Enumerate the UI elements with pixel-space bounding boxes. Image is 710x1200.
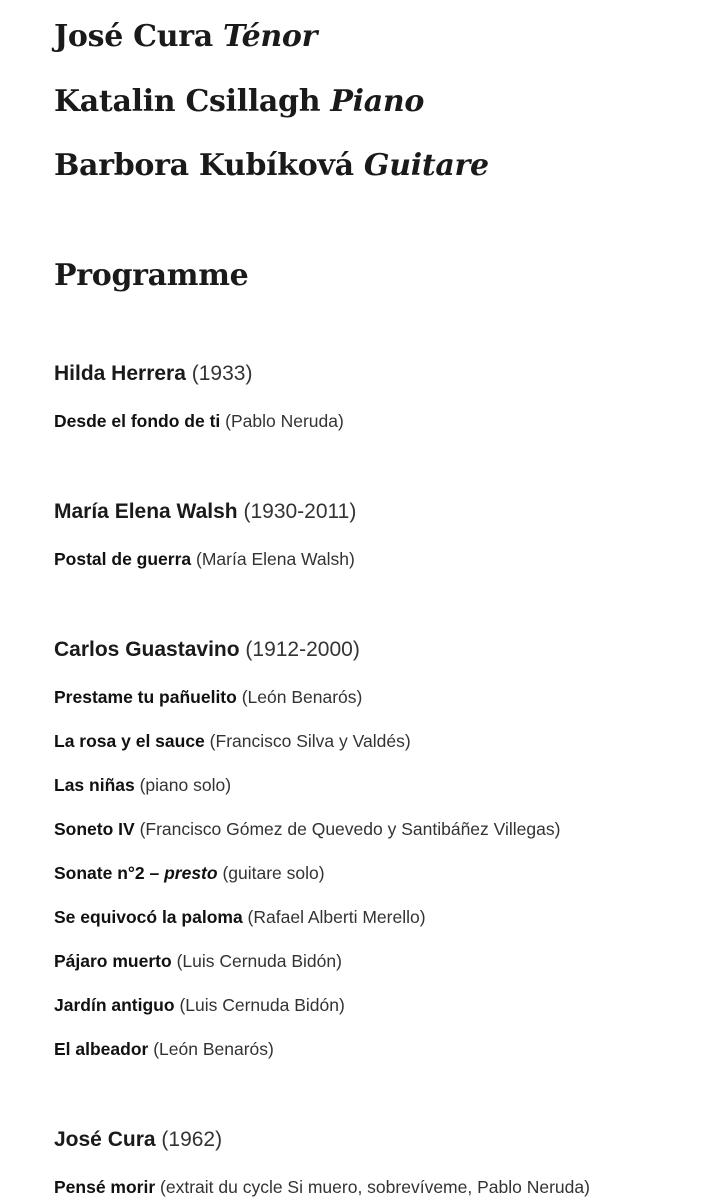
work-item xyxy=(54,862,704,884)
work-note: (Rafael Alberti Merello) xyxy=(247,907,426,927)
work-title-text: Las niñas xyxy=(54,775,135,795)
work-note: (María Elena Walsh) xyxy=(196,549,355,569)
program-heading: Programme xyxy=(54,258,249,293)
work-note: (Luis Cernuda Bidón) xyxy=(179,995,345,1015)
performer-line xyxy=(54,19,317,55)
work-note: (piano solo) xyxy=(139,775,232,795)
work-note: (Francisco Gómez de Quevedo y Santibáñez Villegas) xyxy=(139,819,561,839)
performer-name: Barbora Kubíková xyxy=(54,148,354,183)
work-note: (extrait du cycle Si muero, sobrevíveme, Pablo Neruda) xyxy=(160,1177,590,1197)
composer-section xyxy=(54,498,704,570)
composer-section xyxy=(54,1126,704,1198)
composer-dates: (1933) xyxy=(191,362,253,385)
work-item xyxy=(54,410,704,432)
work-title xyxy=(54,995,175,1015)
composer-heading xyxy=(54,1126,704,1154)
work-title-text: Sonate n°2 – xyxy=(54,863,165,883)
work-note: (Luis Cernuda Bidón) xyxy=(176,951,342,971)
composer-heading xyxy=(54,636,704,664)
work-title xyxy=(54,819,135,839)
work-title xyxy=(54,411,220,431)
work-title xyxy=(54,775,135,795)
work-title xyxy=(54,731,205,751)
work-item xyxy=(54,774,704,796)
work-item xyxy=(54,906,704,928)
composer-name: María Elena Walsh xyxy=(54,500,238,523)
composer-dates: (1930-2011) xyxy=(243,500,357,523)
work-item xyxy=(54,1176,704,1198)
work-title xyxy=(54,1039,148,1059)
composer-section xyxy=(54,636,704,1060)
work-item xyxy=(54,950,704,972)
composer-dates: (1912-2000) xyxy=(245,638,360,661)
work-title xyxy=(54,951,172,971)
work-item xyxy=(54,994,704,1016)
work-title-text: El albeador xyxy=(54,1039,149,1059)
program-sections xyxy=(54,360,704,1198)
works-list xyxy=(54,686,704,1060)
work-title xyxy=(54,549,191,569)
work-title-text: La rosa y el sauce xyxy=(54,731,205,751)
performer-name: José Cura xyxy=(54,19,213,54)
work-item xyxy=(54,818,704,840)
work-item xyxy=(54,686,704,708)
performer-role: Ténor xyxy=(223,19,318,54)
work-title-text: Prestame tu pañuelito xyxy=(54,687,237,707)
works-list xyxy=(54,1176,704,1198)
work-title-text: Jardín antiguo xyxy=(54,995,175,1015)
work-title xyxy=(54,863,218,883)
performer-line xyxy=(54,148,489,184)
work-title xyxy=(54,1177,155,1197)
work-item xyxy=(54,1038,704,1060)
work-note: (León Benarós) xyxy=(241,687,363,707)
performer-role: Piano xyxy=(330,84,425,119)
work-title xyxy=(54,907,243,927)
composer-heading xyxy=(54,498,704,526)
composer-heading xyxy=(54,360,704,388)
performer-line xyxy=(54,84,424,120)
composer-name: Hilda Herrera xyxy=(54,362,186,385)
composer-name: José Cura xyxy=(54,1128,156,1151)
work-note: (guitare solo) xyxy=(222,863,325,883)
work-title-text: Pájaro muerto xyxy=(54,951,172,971)
works-list xyxy=(54,548,704,570)
work-note: (Pablo Neruda) xyxy=(225,411,344,431)
work-item xyxy=(54,548,704,570)
work-title-text: Desde el fondo de ti xyxy=(54,411,221,431)
performer-role: Guitare xyxy=(363,148,489,183)
work-title-text: Postal de guerra xyxy=(54,549,192,569)
work-note: (León Benarós) xyxy=(153,1039,274,1059)
composer-section xyxy=(54,360,704,432)
work-title-text: Se equivocó la paloma xyxy=(54,907,243,927)
work-title-text: Soneto IV xyxy=(54,819,135,839)
performer-name: Katalin Csillagh xyxy=(54,84,321,119)
composer-dates: (1962) xyxy=(161,1128,223,1151)
work-item xyxy=(54,730,704,752)
work-title-text: Pensé morir xyxy=(54,1177,156,1197)
work-note: (Francisco Silva y Valdés) xyxy=(209,731,411,751)
work-tempo: presto xyxy=(164,863,218,883)
composer-name: Carlos Guastavino xyxy=(54,638,240,661)
work-title xyxy=(54,687,237,707)
works-list xyxy=(54,410,704,432)
